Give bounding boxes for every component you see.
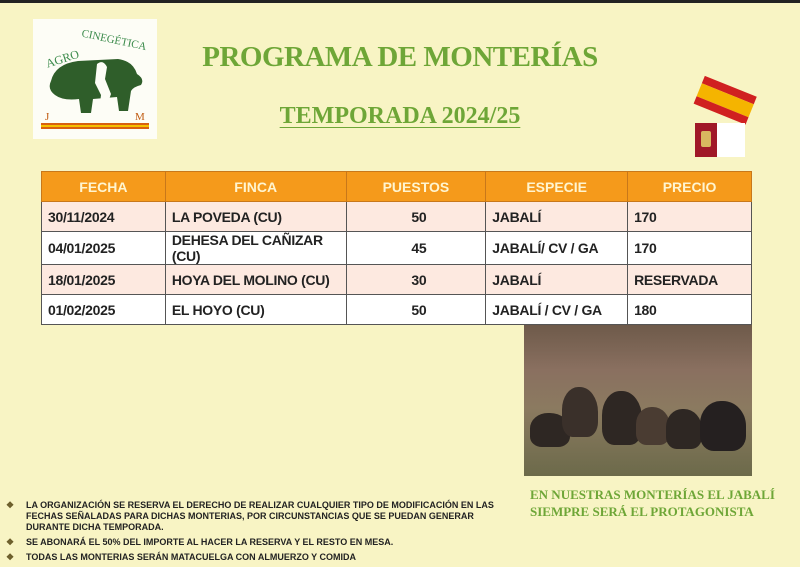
cell-especie: JABALÍ/ CV / GA xyxy=(486,232,628,265)
cell-especie: JABALÍ xyxy=(486,202,628,232)
bullet-icon: ❖ xyxy=(6,552,15,562)
col-especie: ESPECIE xyxy=(486,172,628,202)
cell-fecha: 01/02/2025 xyxy=(42,295,166,325)
note-text: LA ORGANIZACIÓN SE RESERVA EL DERECHO DE REALIZAR CUALQUIER TIPO DE MODIFICACIÓN EN LAS FECHAS SEÑALADAS PARA DICHAS MONTERIAS, POR CIRCUNSTANCIAS QUE SE PUEDAN GENERAR DURANTE DICHA TEMPORADA. xyxy=(26,500,494,532)
svg-text:CINEGÉTICA: CINEGÉTICA xyxy=(80,27,148,54)
slogan-line: EN NUESTRAS MONTERÍAS EL JABALÍ xyxy=(530,487,775,502)
cell-finca: EL HOYO (CU) xyxy=(165,295,346,325)
note-item xyxy=(6,552,516,563)
svg-text:M: M xyxy=(135,111,145,123)
col-puestos: PUESTOS xyxy=(346,172,486,202)
wild-boar-photo xyxy=(524,325,752,476)
svg-text:AGRO: AGRO xyxy=(44,46,81,71)
table-row xyxy=(42,265,752,295)
cell-especie: JABALÍ xyxy=(486,265,628,295)
notes-list xyxy=(6,500,516,567)
slogan-line: SIEMPRE SERÁ EL PROTAGONISTA xyxy=(530,504,754,519)
cell-puestos: 30 xyxy=(346,265,486,295)
page-title: PROGRAMA DE MONTERÍAS xyxy=(202,41,598,73)
cell-fecha: 18/01/2025 xyxy=(42,265,166,295)
cell-precio: RESERVADA xyxy=(628,265,752,295)
slogan xyxy=(530,486,775,520)
svg-text:J: J xyxy=(45,111,50,123)
cell-finca: HOYA DEL MOLINO (CU) xyxy=(165,265,346,295)
monterias-table xyxy=(41,171,752,325)
note-text: TODAS LAS MONTERIAS SERÁN MATACUELGA CON ALMUERZO Y COMIDA xyxy=(26,552,357,562)
cell-finca: DEHESA DEL CAÑIZAR (CU) xyxy=(165,232,346,265)
agrocinegetica-logo xyxy=(33,19,157,139)
cell-puestos: 50 xyxy=(346,295,486,325)
cell-especie: JABALÍ / CV / GA xyxy=(486,295,628,325)
cell-precio: 170 xyxy=(628,202,752,232)
cell-fecha: 04/01/2025 xyxy=(42,232,166,265)
note-item xyxy=(6,500,516,533)
cell-puestos: 50 xyxy=(346,202,486,232)
note-text: SE ABONARÁ EL 50% DEL IMPORTE AL HACER LA RESERVA Y EL RESTO EN MESA. xyxy=(26,537,394,547)
table-row xyxy=(42,202,752,232)
col-finca: FINCA xyxy=(165,172,346,202)
cell-finca: LA POVEDA (CU) xyxy=(165,202,346,232)
col-precio: PRECIO xyxy=(628,172,752,202)
cell-precio: 180 xyxy=(628,295,752,325)
flags-icon xyxy=(690,73,760,163)
bullet-icon: ❖ xyxy=(6,537,15,547)
table-row xyxy=(42,232,752,265)
table-row xyxy=(42,295,752,325)
season-subtitle: TEMPORADA 2024/25 xyxy=(279,103,521,129)
table-header xyxy=(42,172,752,202)
cell-precio: 170 xyxy=(628,232,752,265)
cell-fecha: 30/11/2024 xyxy=(42,202,166,232)
bullet-icon: ❖ xyxy=(6,500,15,510)
note-item xyxy=(6,537,516,548)
cell-puestos: 45 xyxy=(346,232,486,265)
col-fecha: FECHA xyxy=(42,172,166,202)
